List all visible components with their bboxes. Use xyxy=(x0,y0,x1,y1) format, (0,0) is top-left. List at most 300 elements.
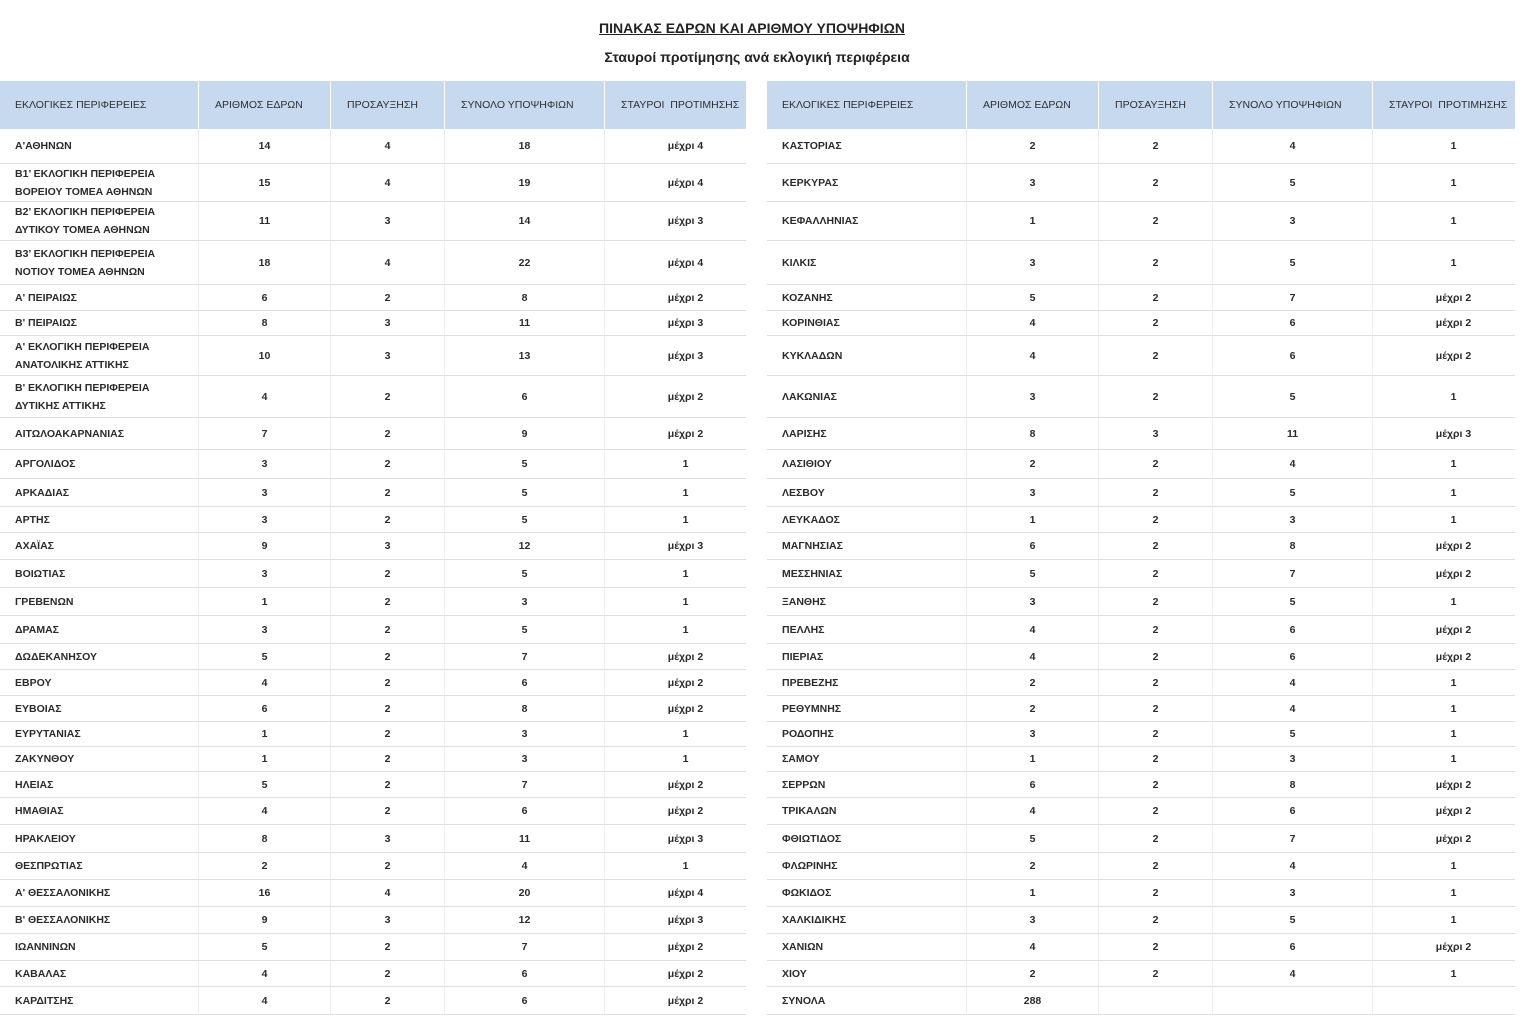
seats-cell: 9 xyxy=(199,907,331,934)
preference-votes-cell: 1 xyxy=(1373,507,1515,533)
region-cell: ΧΑΛΚΙΔΙΚΗΣ xyxy=(767,907,967,934)
region-cell: ΠΕΛΛΗΣ xyxy=(767,616,967,644)
preference-votes-cell: 1 xyxy=(605,560,746,588)
increase-cell: 2 xyxy=(331,853,445,880)
preference-votes-cell: 1 xyxy=(1373,129,1515,164)
increase-cell: 2 xyxy=(1099,311,1213,336)
table-row xyxy=(767,670,1515,696)
preference-votes-cell: 1 xyxy=(605,588,746,616)
table-row xyxy=(767,961,1515,987)
table-row xyxy=(0,670,746,696)
preference-votes-cell: μέχρι 2 xyxy=(605,418,746,450)
increase-cell: 2 xyxy=(331,560,445,588)
increase-cell: 2 xyxy=(1099,934,1213,961)
seats-cell: 2 xyxy=(199,853,331,880)
preference-votes-cell: 1 xyxy=(1373,853,1515,880)
candidates-cell: 18 xyxy=(445,129,605,164)
increase-cell: 2 xyxy=(331,507,445,533)
seats-cell: 5 xyxy=(199,934,331,961)
candidates-cell: 7 xyxy=(445,644,605,670)
preference-votes-cell: 1 xyxy=(1373,747,1515,772)
candidates-cell: 5 xyxy=(1213,722,1373,747)
increase-cell: 2 xyxy=(331,772,445,798)
seats-cell: 5 xyxy=(967,825,1099,853)
table-row xyxy=(0,987,746,1015)
increase-cell: 2 xyxy=(331,479,445,507)
table-row xyxy=(767,853,1515,880)
column-header-preference-votes: ΣΤΑΥΡΟΙ ΠΡΟΤΙΜΗΣΗΣ xyxy=(1373,81,1515,129)
seats-cell: 3 xyxy=(199,560,331,588)
preference-votes-cell: 1 xyxy=(1373,376,1515,418)
table-row xyxy=(0,853,746,880)
region-cell: ΛΑΡΙΣΗΣ xyxy=(767,418,967,450)
seats-cell: 3 xyxy=(967,588,1099,616)
seats-cell: 4 xyxy=(199,670,331,696)
candidates-cell: 11 xyxy=(445,311,605,336)
seats-cell: 1 xyxy=(967,880,1099,907)
increase-cell: 4 xyxy=(331,164,445,202)
increase-cell xyxy=(1099,987,1213,1015)
candidates-cell: 3 xyxy=(445,722,605,747)
preference-votes-cell: 1 xyxy=(1373,450,1515,479)
candidates-cell: 5 xyxy=(1213,588,1373,616)
seats-cell: 11 xyxy=(199,202,331,241)
region-cell: ΧΑΝΙΩΝ xyxy=(767,934,967,961)
table-row xyxy=(767,616,1515,644)
table-row xyxy=(767,336,1515,376)
table-row xyxy=(767,241,1515,285)
region-cell: ΚΟΖΑΝΗΣ xyxy=(767,285,967,311)
increase-cell: 2 xyxy=(1099,644,1213,670)
increase-cell: 2 xyxy=(331,450,445,479)
region-cell: ΚΕΡΚΥΡΑΣ xyxy=(767,164,967,202)
increase-cell: 3 xyxy=(331,311,445,336)
region-cell: ΚΕΦΑΛΛΗΝΙΑΣ xyxy=(767,202,967,241)
candidates-cell: 8 xyxy=(1213,533,1373,560)
region-cell: ΛΑΚΩΝΙΑΣ xyxy=(767,376,967,418)
region-cell: ΑΧΑΪΑΣ xyxy=(0,533,199,560)
region-cell: ΣΕΡΡΩΝ xyxy=(767,772,967,798)
candidates-cell: 5 xyxy=(1213,479,1373,507)
preference-votes-cell: 1 xyxy=(1373,696,1515,722)
preference-votes-cell: μέχρι 3 xyxy=(605,533,746,560)
seats-cell: 4 xyxy=(199,376,331,418)
region-cell: ΠΙΕΡΙΑΣ xyxy=(767,644,967,670)
region-cell: Α' ΠΕΙΡΑΙΩΣ xyxy=(0,285,199,311)
seats-cell: 3 xyxy=(967,376,1099,418)
increase-cell: 2 xyxy=(1099,907,1213,934)
increase-cell: 4 xyxy=(331,241,445,285)
increase-cell: 2 xyxy=(1099,961,1213,987)
seats-cell: 5 xyxy=(199,772,331,798)
table-body xyxy=(0,129,746,1015)
table-row xyxy=(0,616,746,644)
candidates-cell: 4 xyxy=(1213,853,1373,880)
preference-votes-cell: μέχρι 2 xyxy=(605,696,746,722)
seats-cell: 4 xyxy=(967,798,1099,825)
seats-cell: 2 xyxy=(967,670,1099,696)
column-header-candidates: ΣΥΝΟΛΟ ΥΠΟΨΗΦΙΩΝ xyxy=(445,81,605,129)
seats-cell: 6 xyxy=(199,285,331,311)
seats-cell: 1 xyxy=(199,588,331,616)
increase-cell: 3 xyxy=(331,825,445,853)
table-row xyxy=(0,696,746,722)
candidates-cell: 5 xyxy=(1213,907,1373,934)
page-title xyxy=(0,19,1504,37)
candidates-cell: 7 xyxy=(1213,285,1373,311)
left-table xyxy=(0,81,746,1015)
increase-cell: 2 xyxy=(331,747,445,772)
preference-votes-cell: 1 xyxy=(605,507,746,533)
table-row xyxy=(0,907,746,934)
region-cell: ΘΕΣΠΡΩΤΙΑΣ xyxy=(0,853,199,880)
preference-votes-cell: μέχρι 2 xyxy=(1373,644,1515,670)
table-row xyxy=(0,450,746,479)
table-row xyxy=(767,644,1515,670)
table-row xyxy=(0,722,746,747)
column-header-preference-votes: ΣΤΑΥΡΟΙ ΠΡΟΤΙΜΗΣΗΣ xyxy=(605,81,746,129)
increase-cell: 2 xyxy=(331,722,445,747)
region-cell: Α' ΕΚΛΟΓΙΚΗ ΠΕΡΙΦΕΡΕΙΑ ΑΝΑΤΟΛΙΚΗΣ ΑΤΤΙΚΗΣ xyxy=(0,336,199,376)
preference-votes-cell: μέχρι 3 xyxy=(605,202,746,241)
seats-cell: 16 xyxy=(199,880,331,907)
table-row xyxy=(767,880,1515,907)
seats-cell: 2 xyxy=(967,696,1099,722)
preference-votes-cell: μέχρι 3 xyxy=(605,907,746,934)
candidates-cell: 8 xyxy=(445,285,605,311)
increase-cell: 2 xyxy=(331,798,445,825)
increase-cell: 2 xyxy=(1099,880,1213,907)
region-cell: ΚΑΡΔΙΤΣΗΣ xyxy=(0,987,199,1015)
table-row xyxy=(0,880,746,907)
preference-votes-cell: 1 xyxy=(1373,880,1515,907)
table-row xyxy=(0,934,746,961)
table-row xyxy=(767,772,1515,798)
candidates-cell: 7 xyxy=(1213,560,1373,588)
region-cell: ΛΑΣΙΘΙΟΥ xyxy=(767,450,967,479)
candidates-cell: 6 xyxy=(445,798,605,825)
table-row xyxy=(767,825,1515,853)
candidates-cell: 4 xyxy=(1213,696,1373,722)
preference-votes-cell: 1 xyxy=(1373,241,1515,285)
candidates-cell: 6 xyxy=(1213,336,1373,376)
seats-cell: 4 xyxy=(967,616,1099,644)
candidates-cell: 5 xyxy=(445,616,605,644)
increase-cell: 2 xyxy=(1099,507,1213,533)
preference-votes-cell: 1 xyxy=(1373,722,1515,747)
table-row xyxy=(767,934,1515,961)
increase-cell: 2 xyxy=(1099,670,1213,696)
region-cell: ΤΡΙΚΑΛΩΝ xyxy=(767,798,967,825)
seats-cell: 1 xyxy=(199,722,331,747)
column-header-increase: ΠΡΟΣΑΥΞΗΣΗ xyxy=(1099,81,1213,129)
candidates-cell: 6 xyxy=(1213,644,1373,670)
table-row xyxy=(0,129,746,164)
table-row xyxy=(767,722,1515,747)
region-cell: ΕΥΒΟΙΑΣ xyxy=(0,696,199,722)
preference-votes-cell: μέχρι 2 xyxy=(605,934,746,961)
candidates-cell: 4 xyxy=(445,853,605,880)
region-cell: Β3’ ΕΚΛΟΓΙΚΗ ΠΕΡΙΦΕΡΕΙΑ ΝΟΤΙΟΥ ΤΟΜΕΑ ΑΘΗΝΩΝ xyxy=(0,241,199,285)
region-cell: ΚΟΡΙΝΘΙΑΣ xyxy=(767,311,967,336)
seats-cell: 1 xyxy=(967,747,1099,772)
seats-cell: 8 xyxy=(199,825,331,853)
candidates-cell: 12 xyxy=(445,907,605,934)
region-cell: ΦΘΙΩΤΙΔΟΣ xyxy=(767,825,967,853)
table-row xyxy=(767,418,1515,450)
table-row xyxy=(0,418,746,450)
table-row xyxy=(767,450,1515,479)
table-row xyxy=(767,479,1515,507)
preference-votes-cell: 1 xyxy=(1373,907,1515,934)
seats-cell: 4 xyxy=(199,798,331,825)
preference-votes-cell: 1 xyxy=(1373,961,1515,987)
candidates-cell: 5 xyxy=(1213,241,1373,285)
region-cell: Β1’ ΕΚΛΟΓΙΚΗ ΠΕΡΙΦΕΡΕΙΑ ΒΟΡΕΙΟΥ ΤΟΜΕΑ ΑΘΗΝΩΝ xyxy=(0,164,199,202)
preference-votes-cell: μέχρι 3 xyxy=(605,336,746,376)
region-cell: ΛΕΣΒΟΥ xyxy=(767,479,967,507)
preference-votes-cell: μέχρι 2 xyxy=(1373,825,1515,853)
region-cell: Β' ΘΕΣΣΑΛΟΝΙΚΗΣ xyxy=(0,907,199,934)
table-row xyxy=(0,202,746,241)
seats-cell: 2 xyxy=(967,961,1099,987)
region-cell: ΔΩΔΕΚΑΝΗΣΟΥ xyxy=(0,644,199,670)
page-title-text: ΠΙΝΑΚΑΣ ΕΔΡΩΝ ΚΑΙ ΑΡΙΘΜΟΥ ΥΠΟΨΗΦΙΩΝ xyxy=(598,20,906,36)
region-cell: ΧΙΟΥ xyxy=(767,961,967,987)
preference-votes-cell: μέχρι 2 xyxy=(605,961,746,987)
preference-votes-cell: μέχρι 2 xyxy=(1373,616,1515,644)
column-header-seats: ΑΡΙΘΜΟΣ ΕΔΡΩΝ xyxy=(199,81,331,129)
region-cell: ΚΑΣΤΟΡΙΑΣ xyxy=(767,129,967,164)
table-row xyxy=(767,747,1515,772)
candidates-cell: 8 xyxy=(445,696,605,722)
increase-cell: 2 xyxy=(331,961,445,987)
increase-cell: 2 xyxy=(1099,696,1213,722)
preference-votes-cell: 1 xyxy=(605,853,746,880)
table-body xyxy=(767,129,1515,1015)
preference-votes-cell: 1 xyxy=(1373,164,1515,202)
candidates-cell: 6 xyxy=(1213,616,1373,644)
region-cell: ΕΥΡΥΤΑΝΙΑΣ xyxy=(0,722,199,747)
seats-cell: 3 xyxy=(967,164,1099,202)
candidates-cell xyxy=(1213,987,1373,1015)
preference-votes-cell: μέχρι 2 xyxy=(605,285,746,311)
increase-cell: 3 xyxy=(331,533,445,560)
preference-votes-cell: 1 xyxy=(605,450,746,479)
candidates-cell: 6 xyxy=(445,376,605,418)
increase-cell: 2 xyxy=(1099,479,1213,507)
seats-cell: 3 xyxy=(199,507,331,533)
preference-votes-cell: 1 xyxy=(605,616,746,644)
table-row xyxy=(767,588,1515,616)
increase-cell: 2 xyxy=(331,644,445,670)
increase-cell: 2 xyxy=(1099,336,1213,376)
table-row xyxy=(0,376,746,418)
increase-cell: 4 xyxy=(331,129,445,164)
increase-cell: 2 xyxy=(331,934,445,961)
region-cell: ΑΙΤΩΛΟΑΚΑΡΝΑΝΙΑΣ xyxy=(0,418,199,450)
candidates-cell: 6 xyxy=(1213,798,1373,825)
seats-cell: 5 xyxy=(199,644,331,670)
table-row xyxy=(767,202,1515,241)
table-row xyxy=(767,164,1515,202)
seats-cell: 4 xyxy=(967,934,1099,961)
table-row xyxy=(0,747,746,772)
table-row xyxy=(767,987,1515,1015)
preference-votes-cell: μέχρι 2 xyxy=(1373,311,1515,336)
column-header-region: ΕΚΛΟΓΙΚΕΣ ΠΕΡΙΦΕΡΕΙΕΣ xyxy=(767,81,967,129)
table-row xyxy=(0,533,746,560)
table-row xyxy=(0,772,746,798)
increase-cell: 2 xyxy=(1099,588,1213,616)
preference-votes-cell: μέχρι 2 xyxy=(1373,798,1515,825)
candidates-cell: 4 xyxy=(1213,670,1373,696)
seats-cell: 9 xyxy=(199,533,331,560)
increase-cell: 2 xyxy=(1099,616,1213,644)
seats-cell: 3 xyxy=(199,616,331,644)
candidates-cell: 5 xyxy=(445,450,605,479)
table-row xyxy=(767,507,1515,533)
region-cell: Β2’ ΕΚΛΟΓΙΚΗ ΠΕΡΙΦΕΡΕΙΑ ΔΥΤΙΚΟΥ ΤΟΜΕΑ ΑΘΗΝΩΝ xyxy=(0,202,199,241)
preference-votes-cell: μέχρι 2 xyxy=(605,644,746,670)
preference-votes-cell: μέχρι 2 xyxy=(605,772,746,798)
increase-cell: 3 xyxy=(331,202,445,241)
candidates-cell: 5 xyxy=(1213,164,1373,202)
table-row xyxy=(767,376,1515,418)
candidates-cell: 5 xyxy=(445,507,605,533)
seats-cell: 7 xyxy=(199,418,331,450)
preference-votes-cell: μέχρι 2 xyxy=(1373,772,1515,798)
column-header-candidates: ΣΥΝΟΛΟ ΥΠΟΨΗΦΙΩΝ xyxy=(1213,81,1373,129)
preference-votes-cell: μέχρι 4 xyxy=(605,880,746,907)
table-row xyxy=(767,311,1515,336)
candidates-cell: 3 xyxy=(1213,507,1373,533)
table-row xyxy=(0,798,746,825)
region-cell: ΞΑΝΘΗΣ xyxy=(767,588,967,616)
table-row xyxy=(0,825,746,853)
preference-votes-cell: μέχρι 4 xyxy=(605,129,746,164)
right-table xyxy=(767,81,1515,1015)
region-cell: ΙΩΑΝΝΙΝΩΝ xyxy=(0,934,199,961)
region-cell: ΦΛΩΡΙΝΗΣ xyxy=(767,853,967,880)
candidates-cell: 4 xyxy=(1213,450,1373,479)
increase-cell: 2 xyxy=(1099,798,1213,825)
seats-cell: 8 xyxy=(967,418,1099,450)
table-row xyxy=(0,241,746,285)
increase-cell: 2 xyxy=(331,285,445,311)
increase-cell: 2 xyxy=(1099,747,1213,772)
seats-cell: 10 xyxy=(199,336,331,376)
region-cell: Β' ΕΚΛΟΓΙΚΗ ΠΕΡΙΦΕΡΕΙΑ ΔΥΤΙΚΗΣ ΑΤΤΙΚΗΣ xyxy=(0,376,199,418)
table-header-row xyxy=(767,81,1515,129)
region-cell: ΗΛΕΙΑΣ xyxy=(0,772,199,798)
region-cell: ΠΡΕΒΕΖΗΣ xyxy=(767,670,967,696)
preference-votes-cell: μέχρι 2 xyxy=(605,376,746,418)
candidates-cell: 6 xyxy=(445,670,605,696)
region-cell: ΗΜΑΘΙΑΣ xyxy=(0,798,199,825)
preference-votes-cell xyxy=(1373,987,1515,1015)
increase-cell: 2 xyxy=(331,696,445,722)
column-header-region: ΕΚΛΟΓΙΚΕΣ ΠΕΡΙΦΕΡΕΙΕΣ xyxy=(0,81,199,129)
candidates-cell: 6 xyxy=(1213,311,1373,336)
increase-cell: 2 xyxy=(331,616,445,644)
candidates-cell: 9 xyxy=(445,418,605,450)
region-cell: ΒΟΙΩΤΙΑΣ xyxy=(0,560,199,588)
candidates-cell: 6 xyxy=(445,961,605,987)
candidates-cell: 19 xyxy=(445,164,605,202)
preference-votes-cell: μέχρι 2 xyxy=(605,670,746,696)
candidates-cell: 3 xyxy=(445,747,605,772)
seats-cell: 4 xyxy=(967,644,1099,670)
increase-cell: 2 xyxy=(1099,722,1213,747)
increase-cell: 2 xyxy=(1099,772,1213,798)
increase-cell: 2 xyxy=(1099,129,1213,164)
table-row xyxy=(0,560,746,588)
increase-cell: 2 xyxy=(1099,202,1213,241)
page-subtitle: Σταυροί προτίμησης ανά εκλογική περιφέρεια xyxy=(604,49,910,65)
increase-cell: 2 xyxy=(331,987,445,1015)
increase-cell: 2 xyxy=(1099,241,1213,285)
candidates-cell: 4 xyxy=(1213,961,1373,987)
preference-votes-cell: μέχρι 3 xyxy=(605,311,746,336)
region-cell: ΚΑΒΑΛΑΣ xyxy=(0,961,199,987)
increase-cell: 3 xyxy=(331,907,445,934)
preference-votes-cell: 1 xyxy=(605,479,746,507)
preference-votes-cell: μέχρι 2 xyxy=(1373,533,1515,560)
table-row xyxy=(767,129,1515,164)
increase-cell: 2 xyxy=(1099,853,1213,880)
preference-votes-cell: 1 xyxy=(1373,588,1515,616)
increase-cell: 3 xyxy=(1099,418,1213,450)
preference-votes-cell: 1 xyxy=(1373,670,1515,696)
seats-cell: 6 xyxy=(199,696,331,722)
region-cell: ΡΕΘΥΜΝΗΣ xyxy=(767,696,967,722)
table-row xyxy=(0,507,746,533)
table-row xyxy=(0,336,746,376)
seats-cell: 3 xyxy=(967,241,1099,285)
candidates-cell: 7 xyxy=(445,934,605,961)
seats-cell: 14 xyxy=(199,129,331,164)
seats-cell: 6 xyxy=(967,533,1099,560)
seats-cell: 4 xyxy=(967,336,1099,376)
candidates-cell: 7 xyxy=(1213,825,1373,853)
candidates-cell: 8 xyxy=(1213,772,1373,798)
increase-cell: 3 xyxy=(331,336,445,376)
candidates-cell: 5 xyxy=(445,560,605,588)
candidates-cell: 6 xyxy=(1213,934,1373,961)
increase-cell: 2 xyxy=(331,588,445,616)
seats-cell: 3 xyxy=(967,722,1099,747)
region-cell: ΓΡΕΒΕΝΩΝ xyxy=(0,588,199,616)
increase-cell: 2 xyxy=(1099,533,1213,560)
seats-cell: 4 xyxy=(199,987,331,1015)
table-row xyxy=(0,961,746,987)
candidates-cell: 3 xyxy=(1213,747,1373,772)
candidates-cell: 22 xyxy=(445,241,605,285)
increase-cell: 4 xyxy=(331,880,445,907)
candidates-cell: 14 xyxy=(445,202,605,241)
table-row xyxy=(767,285,1515,311)
column-header-increase: ΠΡΟΣΑΥΞΗΣΗ xyxy=(331,81,445,129)
region-cell: ΜΕΣΣΗΝΙΑΣ xyxy=(767,560,967,588)
increase-cell: 2 xyxy=(1099,450,1213,479)
region-cell: ΑΡΚΑΔΙΑΣ xyxy=(0,479,199,507)
table-header-row xyxy=(0,81,746,129)
increase-cell: 2 xyxy=(331,376,445,418)
table-row xyxy=(0,644,746,670)
candidates-cell: 5 xyxy=(445,479,605,507)
table-row xyxy=(767,696,1515,722)
